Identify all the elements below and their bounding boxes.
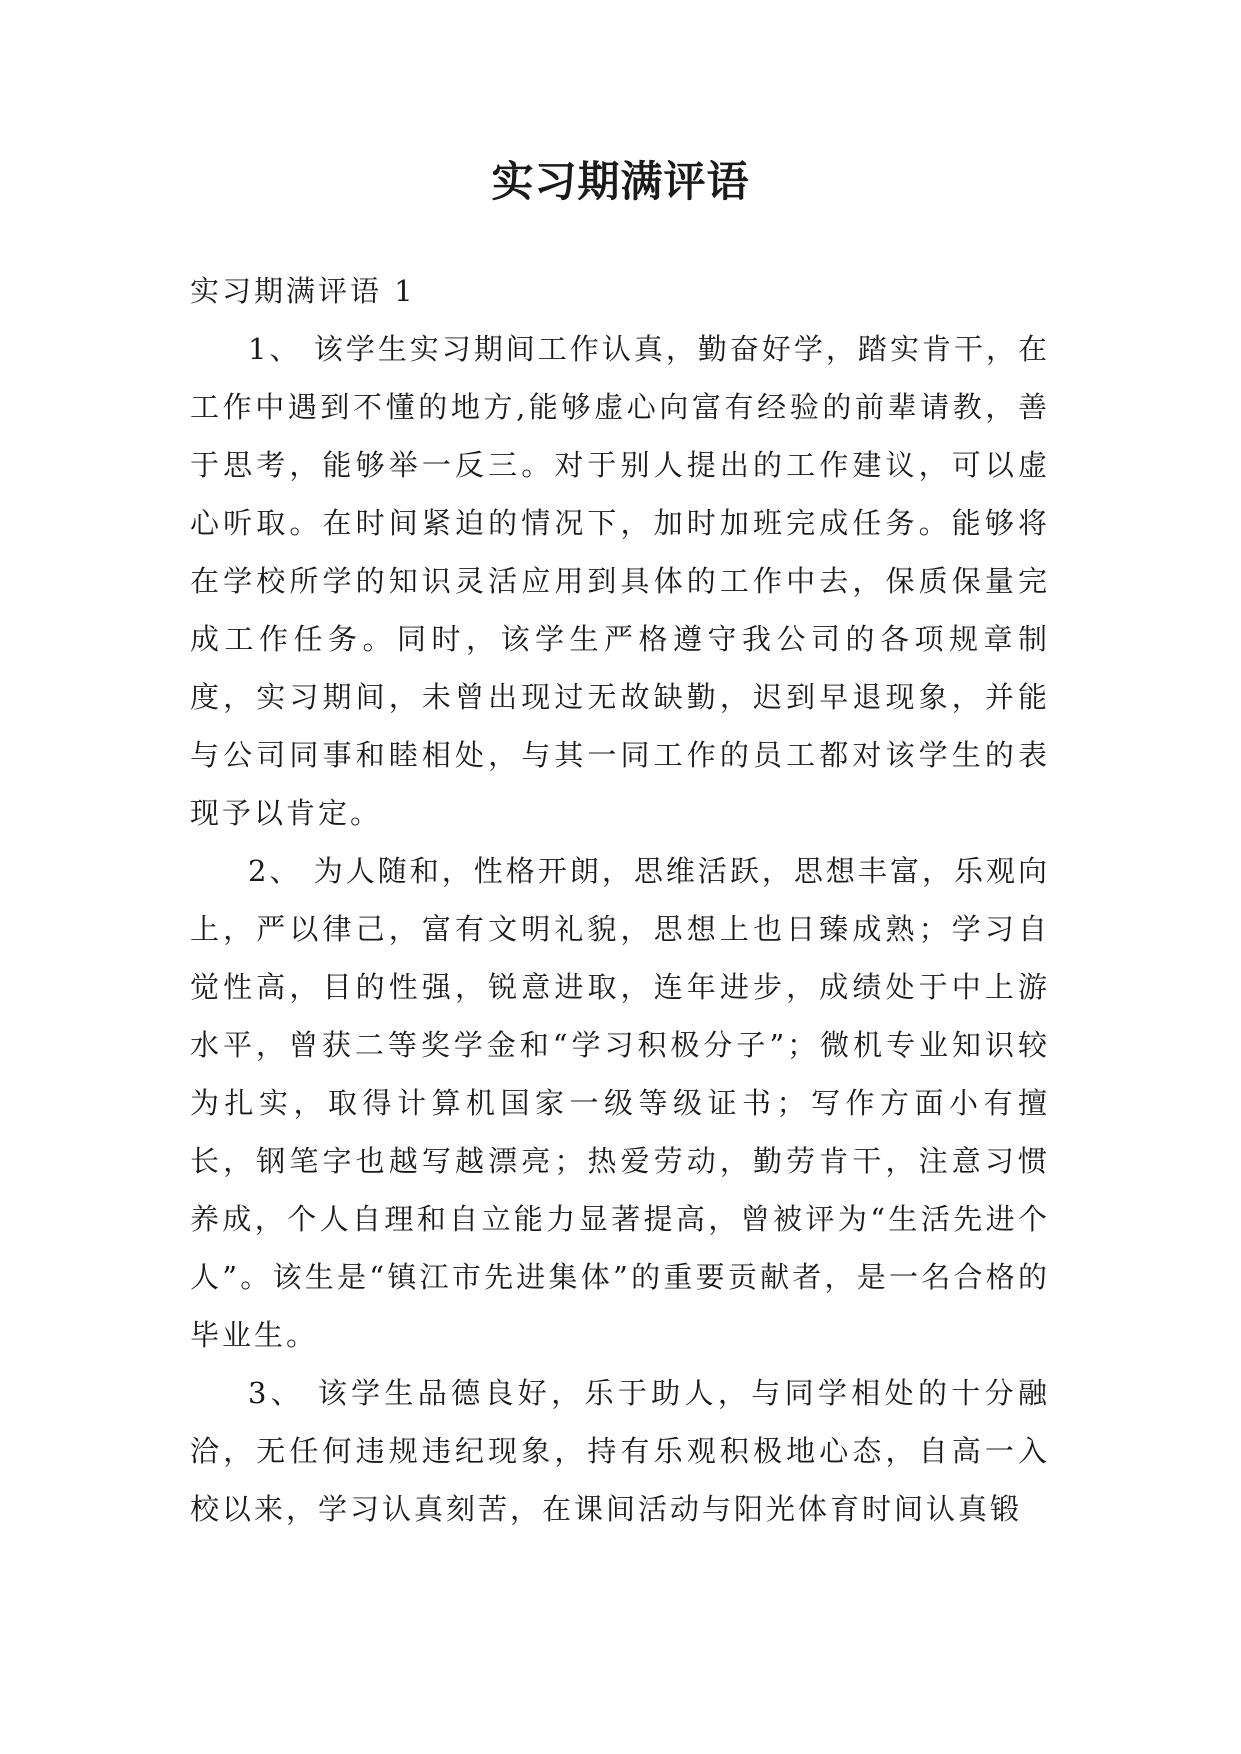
section-heading: 实习期满评语 1 <box>190 274 416 308</box>
paragraph-1: 1、 该学生实习期间工作认真，勤奋好学，踏实肯干，在工作中遇到不懂的地方,能够虚心向富有经验的前辈请教，善于思考，能够举一反三。对于别人提出的工作建议，可以虚心听取。在时间紧迫的情况下，加时加班完成任务。能够将在学校所学的知识灵活应用到具体的工作中去，保质保量完成工作任务。同时，该学生严格遵守我公司的各项规章制度，实习期间，未曾出现过无故缺勤，迟到早退现象，并能与公司同事和睦相处，与其一同工作的员工都对该学生的表现予以肯定。 <box>190 332 1050 830</box>
paragraph-3: 3、 该学生品德良好，乐于助人，与同学相处的十分融洽，无任何违规违纪现象，持有乐观积极地心态，自高一入校以来，学习认真刻苦，在课间活动与阳光体育时间认真锻 <box>190 1376 1050 1526</box>
paragraph-2: 2、 为人随和，性格开朗，思维活跃，思想丰富，乐观向上，严以律己，富有文明礼貌，思想上也日臻成熟；学习自觉性高，目的性强，锐意进取，连年进步，成绩处于中上游水平，曾获二等奖学金和“学习积极分子”；微机专业知识较为扎实，取得计算机国家一级等级证书；写作方面小有擅长，钢笔字也越写越漂亮；热爱劳动，勤劳肯干，注意习惯养成，个人自理和自立能力显著提高，曾被评为“生活先进个人”。该生是“镇江市先进集体”的重要贡献者，是一名合格的毕业生。 <box>190 854 1050 1352</box>
document-body <box>190 262 1050 1538</box>
document-title: 实习期满评语 <box>491 157 750 206</box>
